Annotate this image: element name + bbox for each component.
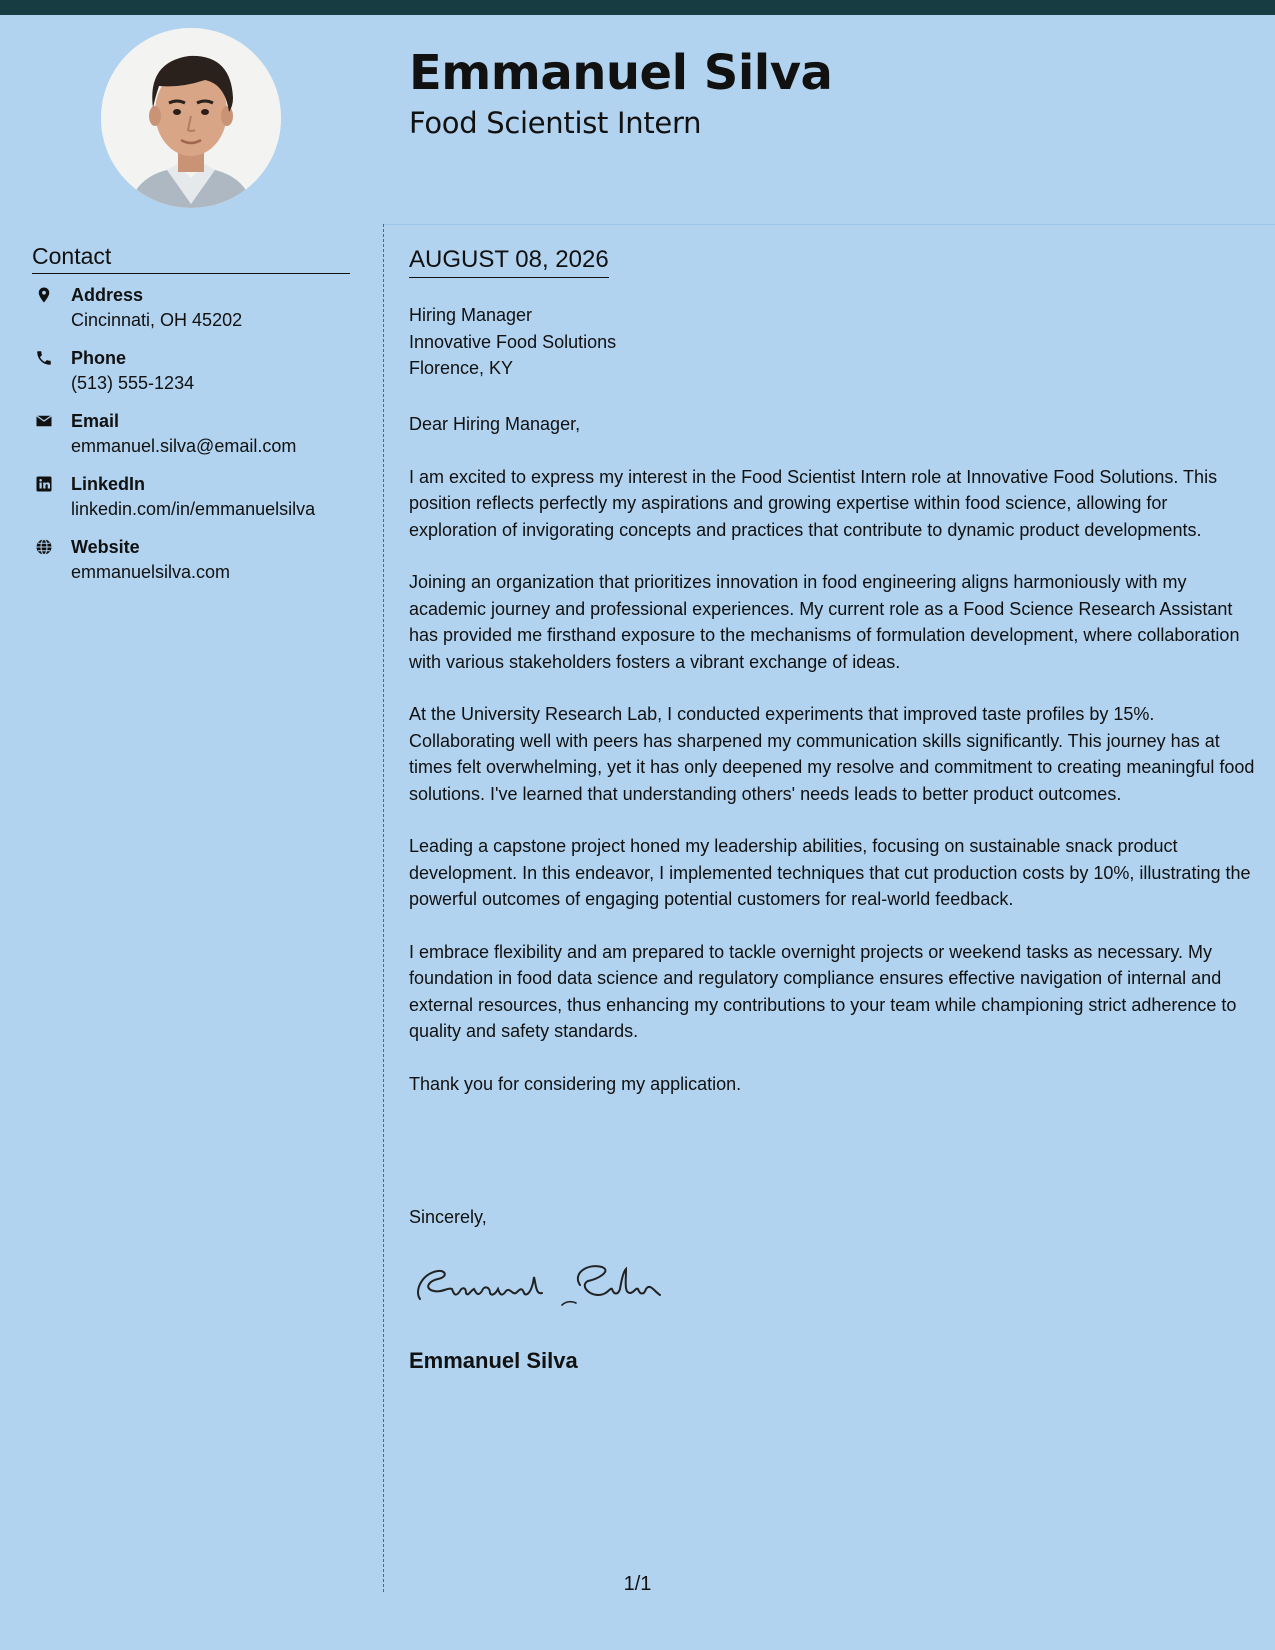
contact-value: (513) 555-1234 <box>71 373 195 393</box>
contact-value: Cincinnati, OH 45202 <box>71 310 243 330</box>
salutation: Dear Hiring Manager, <box>409 414 581 434</box>
contact-value: linkedin.com/in/emmanuelsilva <box>71 499 316 519</box>
recipient-location: Florence, KY <box>409 358 514 378</box>
contact-label: Phone <box>71 348 127 368</box>
contact-label: Address <box>71 285 144 305</box>
page-indicator: 1/1 <box>623 1573 652 1595</box>
closing: Sincerely, <box>409 1207 487 1227</box>
letter-paragraph: I embrace flexibility and am prepared to tackle overnight projects or weekend tasks as necessary. My foundation in food data science and regulatory compliance ensures effective navigation of internal and external resources, thus enhancing my contributions to your team while championing strict adherence to quality and safety standards. <box>409 941 1237 1041</box>
contact-item-address <box>32 283 372 346</box>
recipient-company: Innovative Food Solutions <box>409 331 617 352</box>
letter-paragraph: I am excited to express my interest in the Food Scientist Intern role at Innovative Food Solutions. This position reflects perfectly my aspirations and growing expertise within food science, allowing for exploration of invigorating concepts and practices that contribute to dynamic product developments. <box>409 466 1218 540</box>
top-bar <box>0 0 1275 15</box>
phone-icon <box>35 349 53 367</box>
recipient-title: Hiring Manager <box>409 305 533 325</box>
header-divider <box>384 224 1275 225</box>
contact-item-linkedin <box>32 472 372 535</box>
letter-paragraph: Leading a capstone project honed my leadership abilities, focusing on sustainable snack product development. In this endeavor, I implemented techniques that cut production costs by 10%, illustrating the powerful outcomes of engaging potential customers for real-world feedback. <box>409 836 1251 909</box>
contact-heading: Contact <box>32 240 350 274</box>
contact-label: LinkedIn <box>71 474 146 494</box>
contact-item-email <box>32 409 372 472</box>
letter-paragraph: Thank you for considering my application. <box>409 1073 742 1094</box>
globe-icon <box>35 538 53 556</box>
column-divider <box>383 224 384 1592</box>
candidate-role: Food Scientist Intern <box>409 106 702 140</box>
contact-label: Website <box>71 537 140 557</box>
letter-body <box>409 411 1259 1123</box>
linkedin-icon <box>35 475 53 493</box>
contact-value: emmanuelsilva.com <box>71 562 231 582</box>
envelope-icon <box>35 412 53 430</box>
map-pin-icon <box>35 286 53 304</box>
letter-paragraph: Joining an organization that prioritizes innovation in food engineering aligns harmoniously with my academic journey and professional experiences. My current role as a Food Science Research Assistant has provided me firsthand exposure to the mechanisms of formulation development, where collaboration with various stakeholders fosters a vibrant exchange of ideas. <box>409 572 1240 672</box>
letter-date: AUGUST 08, 2026 <box>409 244 609 278</box>
contact-item-website <box>32 535 372 598</box>
contact-item-phone <box>32 346 372 409</box>
contact-list <box>32 283 372 598</box>
recipient-block <box>409 302 616 382</box>
signer-name: Emmanuel Silva <box>409 1348 578 1373</box>
letter-paragraph: At the University Research Lab, I conducted experiments that improved taste profiles by 15%. Collaborating well with peers has sharpened my communication skills significantly. This journey has at times felt overwhelming, yet it has only deepened my resolve and commitment to creating meaningful food solutions. I've learned that understanding others' needs leads to better product outcomes. <box>409 704 1255 804</box>
profile-photo <box>101 28 281 208</box>
contact-value: emmanuel.silva@email.com <box>71 436 297 456</box>
contact-label: Email <box>71 411 120 431</box>
signature <box>412 1255 672 1315</box>
candidate-name: Emmanuel Silva <box>409 45 833 101</box>
